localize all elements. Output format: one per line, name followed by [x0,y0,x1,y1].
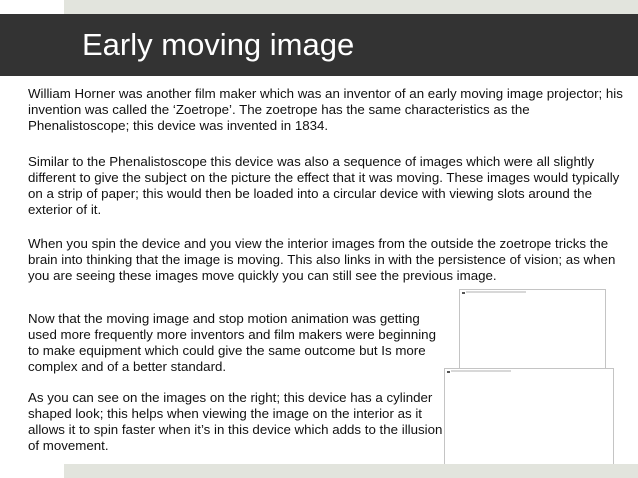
bottom-accent-strip [64,464,638,478]
top-accent-strip [64,0,638,14]
paragraph-new-equipment: Now that the moving image and stop motion animation was getting used more frequently more inventors and film makers were beginning to make equipment which could give the same outcome but Is more complex and of a better standard. [28,311,436,374]
paragraph-persistence-of-vision: When you spin the device and you view the interior images from the outside the zoetrope tricks the brain into thinking that the image is moving. This also links in with the persistence of vision; as when you are seeing these images move quickly you can still see the previous image. [28,236,616,283]
broken-image-icon [462,292,465,294]
broken-image-icon [447,371,450,373]
paragraph-image-sequence: Similar to the Phenalistoscope this device was also a sequence of images which were all slightly different to give the subject on the picture the effect that it was moving. These images would typically on a strip of paper; this would then be loaded into a circular device with viewing slots around the exterior of it. [28,154,620,217]
image-caption-line [466,291,526,293]
zoetrope-image-placeholder-2 [444,368,614,465]
zoetrope-image-placeholder-1 [459,289,606,378]
paragraph-cylinder-shape: As you can see on the images on the right; this device has a cylinder shaped look; this helps when viewing the image on the interior as it allows it to spin faster when it’s in this device which adds to the illusion of movement. [28,390,443,453]
paragraph-horner-zoetrope: William Horner was another film maker which was an inventor of an early moving image projector; his invention was called the ‘Zoetrope’. The zoetrope has the same characteristics as the Phenalistoscope; this device was invented in 1834. [28,86,623,133]
image-caption-line [451,370,511,372]
slide-title: Early moving image [82,27,355,62]
